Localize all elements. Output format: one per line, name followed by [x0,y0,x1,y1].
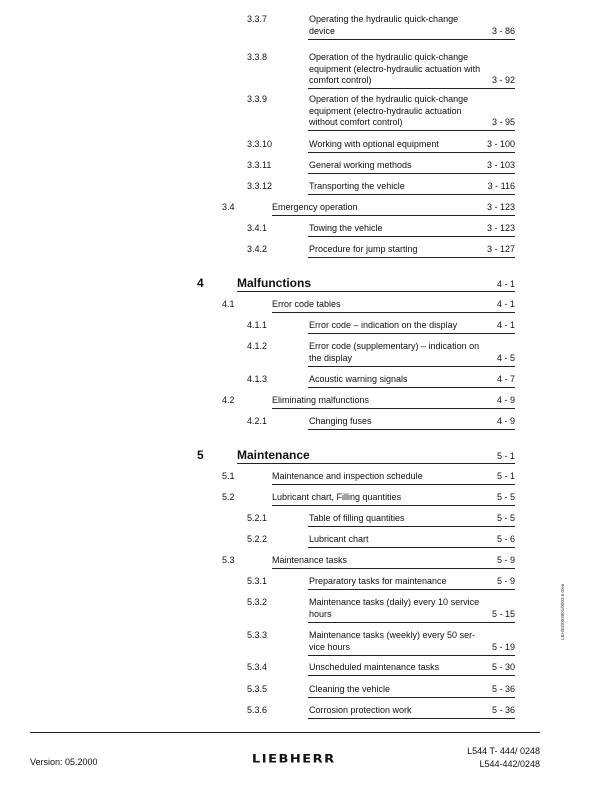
page-number: 3 - 86 [491,25,515,36]
entry-underline [272,505,515,506]
section-title[interactable]: Changing fuses [309,416,372,426]
entry-underline [308,194,515,195]
section-number: 3.4 [222,202,235,212]
entry-underline [308,366,515,367]
page-number: 4 - 5 [496,352,515,363]
entry-underline [308,526,515,527]
page-number: 3 - 127 [486,244,515,254]
section-title[interactable]: Unscheduled maintenance tasks [309,662,440,672]
section-number: 5.3.3 [247,630,268,640]
section-title[interactable]: Operation of the hydraulic quick-change equipment (electro-hydraulic actuation with comfort control) [309,52,481,85]
section-number: 5.3 [222,555,235,565]
entry-underline [237,291,515,292]
section-number: 3.3.7 [247,14,268,24]
page-number: 3 - 123 [486,202,515,212]
entry-underline [272,484,515,485]
section-number: 4.1.2 [247,341,268,351]
section-title[interactable]: Maintenance [237,448,310,462]
entry-underline [272,568,515,569]
section-number: 4.1 [222,299,235,309]
entry-underline [308,589,515,590]
section-title[interactable]: Working with optional equipment [309,139,439,149]
section-title[interactable]: Malfunctions [237,276,311,290]
section-title[interactable]: Acoustic warning signals [309,374,408,384]
section-title[interactable]: Error code tables [272,299,341,309]
section-number: 5.3.5 [247,684,268,694]
page-number: 5 - 15 [491,608,515,619]
entry-underline [308,697,515,698]
page-number: 5 - 6 [496,534,515,544]
section-title[interactable]: Maintenance tasks (weekly) every 50 ser- vice hours [309,630,476,652]
section-title[interactable]: Error code – indication on the display [309,320,458,330]
page-number: 5 - 1 [496,471,515,481]
entry-underline [308,622,515,623]
section-number: 4.2.1 [247,416,268,426]
entry-underline [308,718,515,719]
section-number: 3.3.9 [247,94,268,104]
entry-underline [308,88,515,89]
version-label: Version: 05.2000 [30,757,98,767]
page-number: 5 - 9 [496,576,515,586]
entry-underline [308,130,515,131]
entry-underline [308,257,515,258]
section-number: 5.3.1 [247,576,268,586]
entry-underline [272,215,515,216]
section-number: 4 [197,276,204,290]
section-title[interactable]: Table of filling quantities [309,513,405,523]
page-number: 4 - 1 [496,299,515,309]
section-title[interactable]: Maintenance and inspection schedule [272,471,423,481]
page-number: 3 - 123 [486,223,515,233]
section-title[interactable]: Transporting the vehicle [309,181,405,191]
page-number: 3 - 116 [487,181,515,191]
page-number: 5 - 5 [496,513,515,523]
page-number: 4 - 1 [496,320,515,330]
page-number: 4 - 1 [496,279,515,289]
entry-underline [272,312,515,313]
entry-underline [308,387,515,388]
page-number: 5 - 5 [496,492,515,502]
section-title[interactable]: General working methods [309,160,412,170]
page-number: 4 - 9 [496,395,515,405]
entry-underline [308,547,515,548]
model-line-2: L544-442/0248 [479,759,540,769]
page-number: 5 - 19 [491,641,515,652]
entry-underline [308,675,515,676]
liebherr-logo: LIEBHERR [252,753,336,766]
entry-underline [308,333,515,334]
section-number: 3.4.1 [247,223,268,233]
section-title[interactable]: Cleaning the vehicle [309,684,391,694]
section-title[interactable]: Procedure for jump starting [309,244,418,254]
section-number: 5.2 [222,492,235,502]
entry-underline [308,429,515,430]
model-line-1: L544 T- 444/ 0248 [467,746,540,756]
entry-underline [308,173,515,174]
page-number: 5 - 30 [491,662,515,672]
entry-underline [308,39,515,40]
section-number: 5 [197,448,204,462]
section-title[interactable]: Towing the vehicle [309,223,383,233]
section-number: 3.4.2 [247,244,268,254]
page-number: 4 - 7 [496,374,515,384]
section-number: 5.3.4 [247,662,268,672]
section-number: 3.3.11 [247,160,272,170]
footer-divider [30,732,540,733]
section-title[interactable]: Error code (supplementary) – indication on the display [309,341,480,363]
section-number: 3.3.8 [247,52,268,62]
model-numbers [467,745,540,771]
section-number: 4.1.1 [247,320,268,330]
page-number: 5 - 36 [491,684,515,694]
page-number: 4 - 9 [496,416,515,426]
section-number: 3.3.12 [247,181,273,191]
entry-underline [308,655,515,656]
page-number: 3 - 95 [491,117,515,127]
entry-underline [237,463,515,464]
page-number: 3 - 92 [491,75,515,85]
section-number: 5.2.2 [247,534,268,544]
section-title[interactable]: Eliminating malfunctions [272,395,370,405]
section-number: 4.2 [222,395,235,405]
section-title[interactable]: Preparatory tasks for maintenance [309,576,447,586]
page-number: 3 - 103 [486,160,515,170]
page-number: 5 - 9 [496,555,515,565]
section-title[interactable]: Emergency operation [272,202,358,212]
page-number: 3 - 100 [486,139,515,149]
page-number: 5 - 1 [496,451,515,461]
section-title[interactable]: Operating the hydraulic quick-change device [309,14,459,36]
page-number: 5 - 36 [491,705,515,715]
entry-underline [272,408,515,409]
entry-underline [308,236,515,237]
section-title[interactable]: Operation of the hydraulic quick-change equipment (electro-hydraulic actuation without comfort control) [309,94,469,127]
section-number: 5.1 [222,471,235,481]
entry-underline [308,152,515,153]
section-number: 5.2.1 [247,513,268,523]
section-number: 5.3.6 [247,705,268,715]
section-title[interactable]: Maintenance tasks (daily) every 10 service hours [309,597,480,619]
document-reference: LBH/02/003801/0003.6.0/en [560,583,565,640]
section-number: 4.1.3 [247,374,268,384]
section-number: 3.3.10 [247,139,273,149]
section-title[interactable]: Maintenance tasks [272,555,348,565]
section-title[interactable]: Corrosion protection work [309,705,412,715]
section-title[interactable]: Lubricant chart [309,534,369,544]
section-title[interactable]: Lubricant chart, Filling quantities [272,492,402,502]
section-number: 5.3.2 [247,597,268,607]
